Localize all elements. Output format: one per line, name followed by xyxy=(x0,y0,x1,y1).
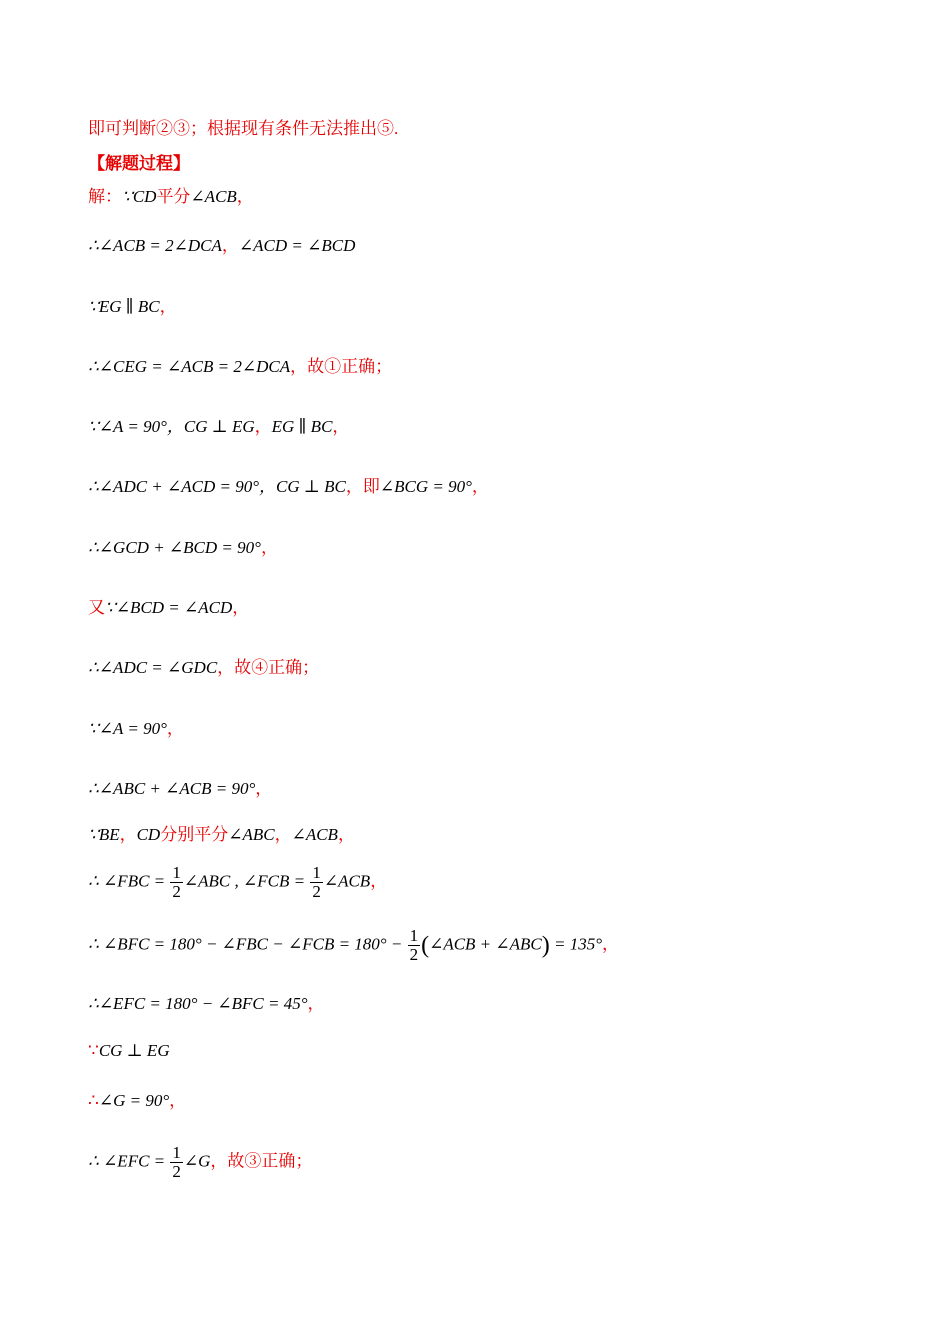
step-bfc xyxy=(88,927,619,964)
step-conclusion xyxy=(88,1144,312,1181)
math-expression: ∠ACD = ∠BCD xyxy=(238,236,356,255)
step-adc-gdc xyxy=(88,657,319,679)
note-text: ， xyxy=(236,187,254,206)
fraction-denominator: 2 xyxy=(312,882,321,901)
math-expression: ∠ACB + ∠ABC xyxy=(429,934,542,954)
note-text: ，故③正确； xyxy=(210,1151,313,1171)
math-expression: ∵∠BCD = ∠ACD xyxy=(105,598,233,617)
note-text: ， xyxy=(169,1091,187,1110)
step-efc xyxy=(88,993,325,1015)
math-expression: ∵BE xyxy=(88,825,120,844)
math-expression: ∵EG ∥ BC xyxy=(88,297,160,316)
note-text: ，故④正确； xyxy=(217,658,320,677)
intro-line xyxy=(88,118,398,140)
fraction xyxy=(170,864,183,901)
note-text: ， xyxy=(332,417,350,436)
math-expression: ∴∠ADC + ∠ACD = 90°，CG ⊥ BC xyxy=(88,477,346,496)
step-g-90 xyxy=(88,1090,186,1112)
note-text: 分别平分 xyxy=(160,825,229,844)
note-text: ，故①正确； xyxy=(290,357,393,376)
fraction-numerator: 1 xyxy=(172,1143,181,1162)
step-abc-acb xyxy=(88,778,272,800)
note-text: ， xyxy=(471,477,489,496)
fraction xyxy=(408,927,421,964)
math-expression: ∴∠CEG = ∠ACB = 2∠DCA xyxy=(88,357,291,376)
note-text: ， xyxy=(119,825,137,844)
math-expression: ∵∠A = 90°，CG ⊥ EG xyxy=(88,417,255,436)
step-angle-a xyxy=(88,416,349,438)
math-expression: ∠G xyxy=(183,1151,211,1171)
step-cg-perp xyxy=(88,1040,170,1062)
math-expression: ∴∠ABC + ∠ACB = 90° xyxy=(88,779,256,798)
note-text: 又 xyxy=(88,598,105,617)
fraction xyxy=(170,1144,183,1181)
step-bisect xyxy=(88,824,355,846)
note-text: 【解题过程】 xyxy=(88,154,190,173)
note-text: ∴ xyxy=(88,1091,99,1110)
note-text: ， xyxy=(370,871,388,891)
note-text: ，即 xyxy=(345,477,380,496)
math-expression: ∴ ∠FBC = xyxy=(88,871,170,891)
math-expression: ∠ACB xyxy=(190,187,237,206)
note-text: ， xyxy=(602,934,620,954)
fraction xyxy=(310,864,323,901)
note-text: ， xyxy=(166,719,184,738)
step-adc-acd xyxy=(88,476,489,498)
step-bcd-acd xyxy=(88,597,249,619)
solution-start xyxy=(88,186,254,208)
math-expression: ∴∠GCD + ∠BCD = 90° xyxy=(88,538,261,557)
fraction-denominator: 2 xyxy=(172,1162,181,1181)
math-expression: = 135° xyxy=(549,934,603,954)
math-expression: ∴∠ADC = ∠GDC xyxy=(88,658,218,677)
step-ceg xyxy=(88,356,392,378)
note-text: ， xyxy=(260,538,278,557)
note-text: ∵ xyxy=(88,1041,99,1060)
fraction-numerator: 1 xyxy=(172,863,181,882)
note-text: ， xyxy=(274,825,292,844)
math-expression: ∴∠EFC = 180° − ∠BFC = 45° xyxy=(88,994,308,1013)
section-heading xyxy=(88,153,190,175)
math-expression: ∴ ∠EFC = xyxy=(88,1151,170,1171)
note-text: ， xyxy=(221,236,239,255)
note-text: ， xyxy=(232,598,250,617)
math-expression: ∠ABC xyxy=(228,825,275,844)
note-text: ， xyxy=(255,779,273,798)
note-text: 即可判断②③；根据现有条件无法推出⑤. xyxy=(88,119,399,138)
step-gcd-bcd xyxy=(88,537,278,559)
math-expression: ∠G = 90° xyxy=(98,1091,170,1110)
math-expression: ( xyxy=(421,932,430,959)
step-acb xyxy=(88,235,355,257)
math-expression: CG ⊥ EG xyxy=(98,1041,170,1060)
math-expression: ∠ACB xyxy=(323,871,371,891)
math-expression: ∴∠ACB = 2∠DCA xyxy=(88,236,222,255)
math-expression: ∴ ∠BFC = 180° − ∠FBC − ∠FCB = 180° − xyxy=(88,934,407,954)
math-expression: ∠ABC , ∠FCB = xyxy=(183,871,310,891)
fraction-numerator: 1 xyxy=(312,863,321,882)
math-expression: ) xyxy=(541,932,550,959)
math-expression: ∵∠A = 90° xyxy=(88,719,167,738)
math-expression: ∠BCG = 90° xyxy=(379,477,472,496)
fraction-numerator: 1 xyxy=(409,926,419,945)
math-expression: ∵CD xyxy=(122,187,157,206)
note-text: ， xyxy=(254,417,272,436)
step-half-angles xyxy=(88,864,387,901)
note-text: 解： xyxy=(88,187,122,206)
note-text: ， xyxy=(159,297,177,316)
step-eg-parallel xyxy=(88,296,177,318)
fraction-denominator: 2 xyxy=(172,882,181,901)
math-expression: EG ∥ BC xyxy=(271,417,333,436)
note-text: 平分 xyxy=(156,187,191,206)
fraction-denominator: 2 xyxy=(409,945,419,964)
math-expression: CD xyxy=(136,825,161,844)
math-expression: ∠ACB xyxy=(291,825,338,844)
note-text: ， xyxy=(337,825,355,844)
step-angle-a-2 xyxy=(88,718,184,740)
note-text: ， xyxy=(307,994,325,1013)
